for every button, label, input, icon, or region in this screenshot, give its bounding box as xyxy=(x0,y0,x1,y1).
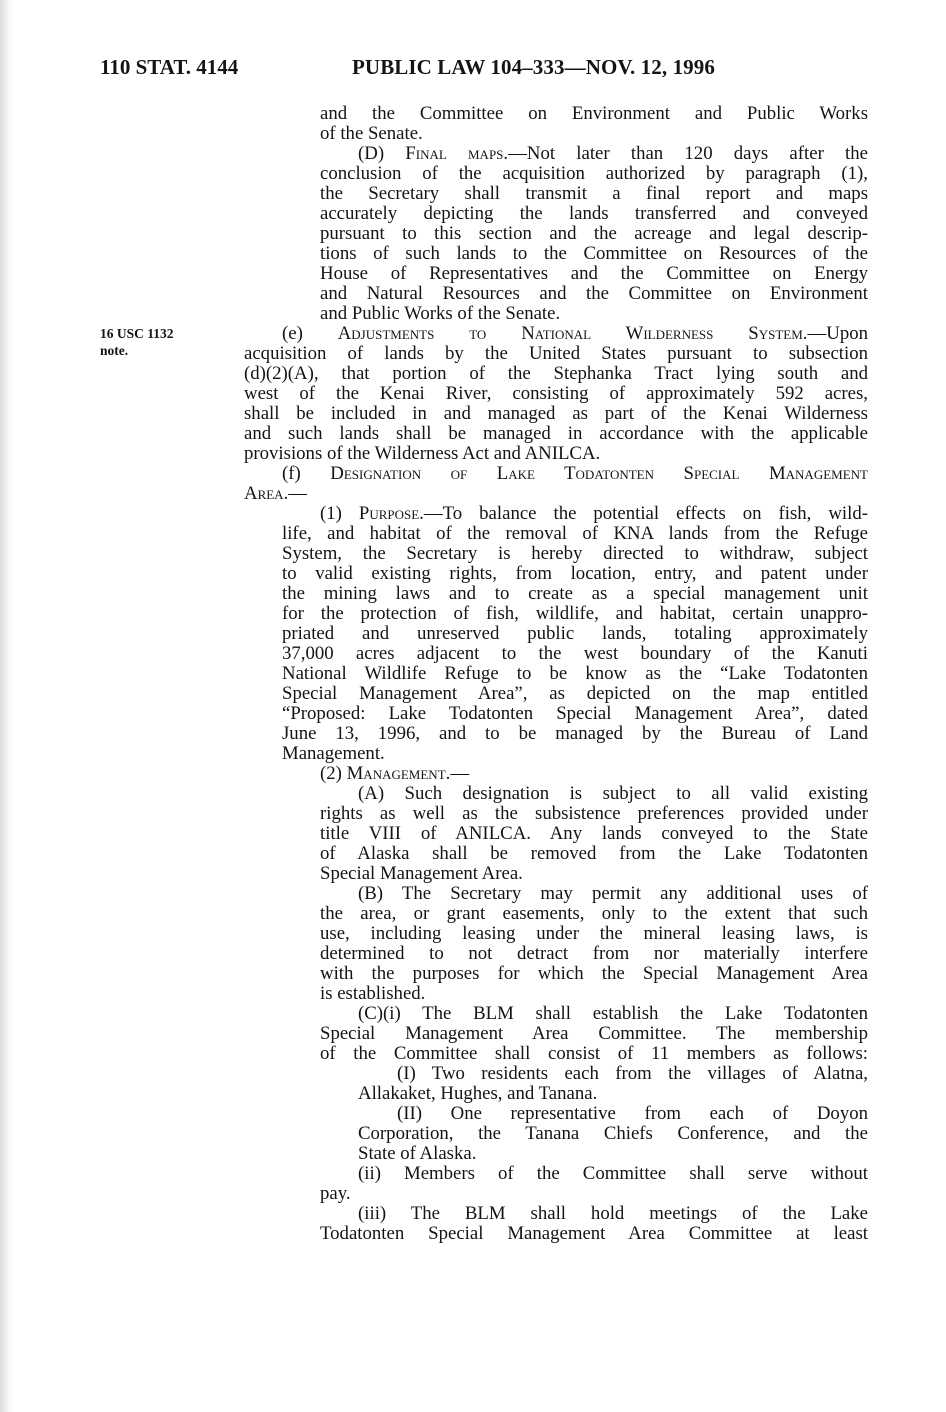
margin-citation-line: 16 USC 1132 xyxy=(100,326,174,341)
heading-purpose: Purpose xyxy=(358,503,420,524)
text-line: (B) The Secretary may permit any additional uses of xyxy=(358,883,868,904)
text-line: to valid existing rights, from location, entry, and patent under xyxy=(282,563,868,584)
text-line: for the protection of fish, wildlife, and habitat, certain unappro- xyxy=(282,603,868,624)
text-line: (C)(i) The BLM shall establish the Lake Todatonten xyxy=(358,1003,868,1024)
text-line: life, and habitat of the removal of KNA lands from the Refuge xyxy=(282,523,868,544)
heading-designation: Designation of Lake Todatonten Special Management xyxy=(330,463,868,484)
text-line: title VIII of ANILCA. Any lands conveyed to the State xyxy=(320,823,868,844)
text-line: shall be included in and managed as part of the Kenai Wilderness xyxy=(244,403,868,424)
text-line: rights as well as the subsistence preferences provided under xyxy=(320,803,868,824)
text-line: pursuant to this section and the acreage and legal descrip- xyxy=(320,223,868,244)
text-line: (A) Such designation is subject to all valid existing xyxy=(358,783,868,804)
text-line: of the Senate. xyxy=(320,123,423,144)
text-line: conclusion of the acquisition authorized by paragraph (1), xyxy=(320,163,868,184)
heading-final-maps: Final maps xyxy=(405,143,504,164)
text-line: House of Representatives and the Committee on Energy xyxy=(320,263,868,284)
text-line: (e) Adjustments to National Wilderness System.—Upon xyxy=(282,323,868,344)
text-line: Area.— xyxy=(244,483,308,504)
text-line: and Public Works of the Senate. xyxy=(320,303,561,324)
running-header: PUBLIC LAW 104–333—NOV. 12, 1996 xyxy=(352,55,715,79)
text-line: (f) Designation of Lake Todatonten Special Management xyxy=(282,463,868,484)
text-line: Special Management Area”, as depicted on the map entitled xyxy=(282,683,868,704)
text-line: (ii) Members of the Committee shall serve without xyxy=(358,1163,868,1184)
text-line: of Alaska shall be removed from the Lake Todatonten xyxy=(320,843,868,864)
text-line: (II) One representative from each of Doyon xyxy=(397,1103,868,1124)
text-line: the mining laws and to create as a special management unit xyxy=(282,583,868,604)
heading-designation-cont: Area xyxy=(244,483,284,504)
text-line: (1) Purpose.—To balance the potential effects on fish, wild- xyxy=(320,503,868,524)
text-line: with the purposes for which the Special Management Area xyxy=(320,963,868,984)
text-line: and Natural Resources and the Committee on Environment xyxy=(320,283,868,304)
text-line: of the Committee shall consist of 11 members as follows: xyxy=(320,1043,868,1064)
text-line: 37,000 acres adjacent to the west boundary of the Kanuti xyxy=(282,643,868,664)
text-line: (2) Management.— xyxy=(320,763,470,784)
scan-edge-shadow xyxy=(0,0,14,1412)
text-line: provisions of the Wilderness Act and ANILCA. xyxy=(244,443,601,464)
text-line: Corporation, the Tanana Chiefs Conference, and the xyxy=(358,1123,868,1144)
text-line: the Secretary shall transmit a final report and maps xyxy=(320,183,868,204)
text-line: System, the Secretary is hereby directed to withdraw, subject xyxy=(282,543,868,564)
margin-citation xyxy=(100,325,174,359)
text-line: pay. xyxy=(320,1183,351,1204)
text-line: (d)(2)(A), that portion of the Stephanka Tract lying south and xyxy=(244,363,868,384)
text-line: National Wildlife Refuge to be know as the “Lake Todatonten xyxy=(282,663,868,684)
text-line: Allakaket, Hughes, and Tanana. xyxy=(358,1083,598,1104)
heading-adjustments: Adjustments to National Wilderness System xyxy=(337,323,803,344)
text-line: “Proposed: Lake Todatonten Special Management Area”, dated xyxy=(282,703,868,724)
text-line: Management. xyxy=(282,743,385,764)
margin-citation-line: note. xyxy=(100,343,129,358)
text-line: is established. xyxy=(320,983,426,1004)
text-line: (iii) The BLM shall hold meetings of the Lake xyxy=(358,1203,868,1224)
text-line: and the Committee on Environment and Public Works xyxy=(320,103,868,124)
text-line: Special Management Area. xyxy=(320,863,523,884)
text-line: the area, or grant easements, only to the extent that such xyxy=(320,903,868,924)
text-line: (D) Final maps.—Not later than 120 days after the xyxy=(358,143,868,164)
text-line: use, including leasing under the mineral leasing laws, is xyxy=(320,923,868,944)
heading-management: Management xyxy=(346,763,446,784)
text-line: State of Alaska. xyxy=(358,1143,477,1164)
text-line: June 13, 1996, and to be managed by the Bureau of Land xyxy=(282,723,868,744)
text-line: determined to not detract from nor materially interfere xyxy=(320,943,868,964)
text-line: west of the Kenai River, consisting of approximately 592 acres, xyxy=(244,383,868,404)
text-line: Todatonten Special Management Area Committee at least xyxy=(320,1223,868,1244)
statute-page-number: 110 STAT. 4144 xyxy=(100,55,239,79)
text-line: priated and unreserved public lands, totaling approximately xyxy=(282,623,868,644)
text-line: tions of such lands to the Committee on Resources of the xyxy=(320,243,868,264)
text-line: and such lands shall be managed in accordance with the applicable xyxy=(244,423,868,444)
text-line: (I) Two residents each from the villages of Alatna, xyxy=(397,1063,868,1084)
text-line: acquisition of lands by the United States pursuant to subsection xyxy=(244,343,868,364)
text-line: accurately depicting the lands transferred and conveyed xyxy=(320,203,868,224)
text-line: Special Management Area Committee. The membership xyxy=(320,1023,868,1044)
